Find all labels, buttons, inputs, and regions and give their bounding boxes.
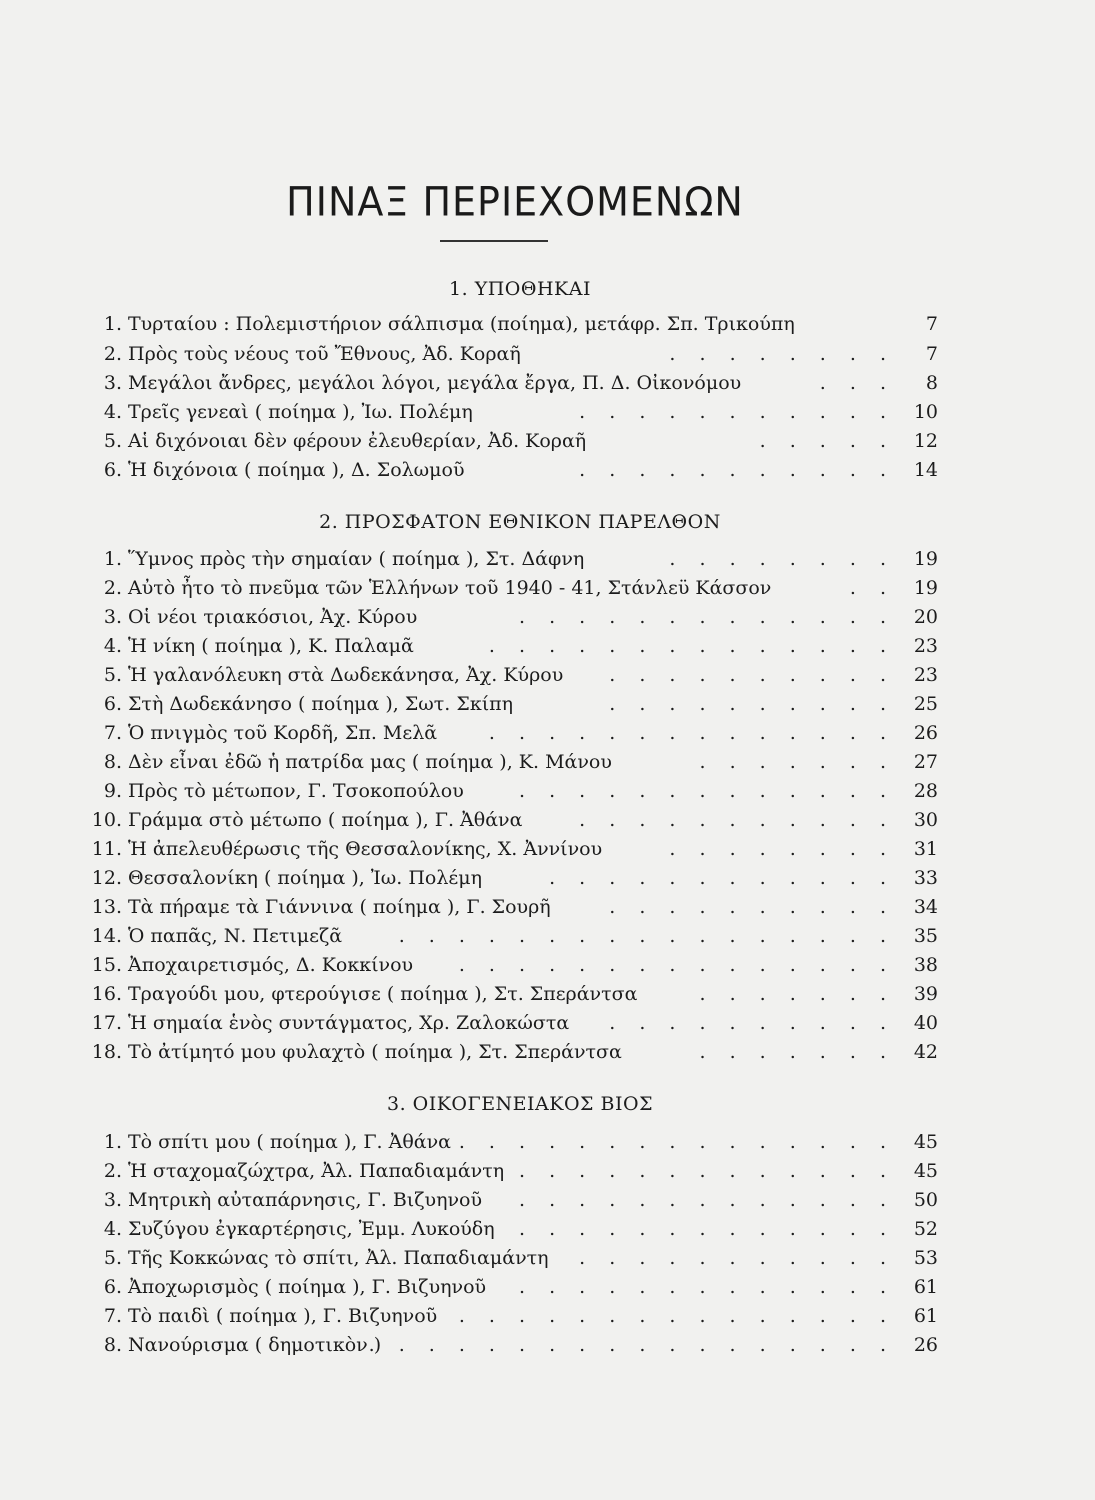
entry-title: Ὁ παπᾶς, Ν. Πετιμεζᾶ bbox=[128, 925, 343, 947]
entry-number: 4. bbox=[103, 1218, 122, 1240]
entry-title: Ὕμνος πρὸς τὴν σημαίαν ( ποίημα ), Στ. Δάφνη bbox=[128, 548, 585, 570]
entry-number: 16. bbox=[91, 983, 122, 1005]
toc-entry bbox=[0, 372, 1095, 400]
leader-dots: . . . . . . . . . . . bbox=[579, 401, 895, 423]
entry-number: 7. bbox=[103, 722, 122, 744]
entry-page: 26 bbox=[913, 1334, 938, 1356]
entry-page: 50 bbox=[913, 1189, 938, 1211]
entry-page: 61 bbox=[913, 1305, 938, 1327]
toc-entry bbox=[0, 313, 1095, 341]
entry-number: 6. bbox=[103, 459, 122, 481]
leader-dots: . . . . . . . . . . . bbox=[579, 1247, 895, 1269]
leader-dots: . . . . . . . bbox=[699, 751, 895, 773]
entry-number: 9. bbox=[103, 780, 122, 802]
section-heading-3: 3. ΟΙΚΟΓΕΝΕΙΑΚΟΣ ΒΙΟΣ bbox=[386, 1093, 654, 1115]
entry-page: 19 bbox=[913, 577, 938, 599]
entry-title: Τῆς Κοκκώνας τὸ σπίτι, Ἀλ. Παπαδιαμάντη bbox=[128, 1247, 549, 1269]
entry-number: 5. bbox=[103, 1247, 122, 1269]
toc-entry bbox=[0, 867, 1095, 895]
entry-number: 2. bbox=[103, 343, 122, 365]
entry-title: Τὸ ἀτίμητό μου φυλαχτὸ ( ποίημα ), Στ. Σπεράντσα bbox=[128, 1041, 622, 1063]
leader-dots: . . . bbox=[819, 372, 895, 394]
entry-number: 1. bbox=[103, 313, 122, 335]
entry-page: 27 bbox=[913, 751, 938, 773]
entry-page: 28 bbox=[913, 780, 938, 802]
entry-page: 7 bbox=[925, 313, 938, 335]
leader-dots: . . . . . . . . bbox=[669, 838, 895, 860]
entry-page: 52 bbox=[913, 1218, 938, 1240]
entry-number: 6. bbox=[103, 693, 122, 715]
leader-dots: . . . . . . . . . . bbox=[609, 1012, 895, 1034]
leader-dots: . . . . . . . . . . . . . . . . . bbox=[398, 925, 895, 947]
leader-dots: . . . . . . . . bbox=[669, 343, 895, 365]
entry-page: 61 bbox=[913, 1276, 938, 1298]
section-heading-1: 1. ΥΠΟΘΗΚΑΙ bbox=[449, 278, 591, 300]
toc-entry bbox=[0, 983, 1095, 1011]
entry-page: 10 bbox=[913, 401, 938, 423]
entry-number: 8. bbox=[103, 751, 122, 773]
leader-dots: . . . . . . . . . . . . . . . bbox=[458, 954, 895, 976]
toc-entry bbox=[0, 1160, 1095, 1188]
entry-number: 17. bbox=[91, 1012, 122, 1034]
entry-number: 11. bbox=[91, 838, 122, 860]
leader-dots: . . . . . . . . . . . . . bbox=[519, 780, 895, 802]
entry-number: 2. bbox=[103, 577, 122, 599]
entry-number: 7. bbox=[103, 1305, 122, 1327]
toc-entry bbox=[0, 1189, 1095, 1217]
entry-page: 25 bbox=[913, 693, 938, 715]
entry-page: 7 bbox=[925, 343, 938, 365]
toc-entry bbox=[0, 1247, 1095, 1275]
leader-dots: . . . . . . . bbox=[699, 983, 895, 1005]
entry-title: Πρὸς τὸ μέτωπον, Γ. Τσοκοπούλου bbox=[128, 780, 464, 802]
entry-page: 23 bbox=[913, 635, 938, 657]
entry-number: 2. bbox=[103, 1160, 122, 1182]
toc-entry bbox=[0, 1276, 1095, 1304]
entry-title: Ἡ σταχομαζώχτρα, Ἀλ. Παπαδιαμάντη bbox=[128, 1160, 505, 1182]
entry-title: Ἡ ἀπελευθέρωσις τῆς Θεσσαλονίκης, Χ. Ἀννίνου bbox=[128, 838, 603, 860]
entry-page: 19 bbox=[913, 548, 938, 570]
toc-entry bbox=[0, 635, 1095, 663]
entry-number: 1. bbox=[103, 1131, 122, 1153]
leader-dots: . . . . . . . . . . . . . bbox=[519, 606, 895, 628]
entry-page: 26 bbox=[913, 722, 938, 744]
toc-entry bbox=[0, 693, 1095, 721]
toc-entry bbox=[0, 780, 1095, 808]
entry-title: Τὸ σπίτι μου ( ποίημα ), Γ. Ἀθάνα bbox=[128, 1131, 451, 1153]
leader-dots: . . . . . . . . . . . . . bbox=[519, 1160, 895, 1182]
entry-title: Συζύγου ἐγκαρτέρησις, Ἐμμ. Λυκούδη bbox=[128, 1218, 495, 1240]
leader-dots: . . . . . . . . . . . . . . bbox=[488, 722, 895, 744]
entry-page: 33 bbox=[913, 867, 938, 889]
toc-entry bbox=[0, 1041, 1095, 1069]
leader-dots: . . . . . bbox=[759, 430, 895, 452]
entry-page: 45 bbox=[913, 1160, 938, 1182]
entry-title: Γράμμα στὸ μέτωπο ( ποίημα ), Γ. Ἀθάνα bbox=[128, 809, 523, 831]
toc-entry bbox=[0, 343, 1095, 371]
entry-number: 12. bbox=[91, 867, 122, 889]
entry-page: 45 bbox=[913, 1131, 938, 1153]
entry-title: Ἀποχαιρετισμός, Δ. Κοκκίνου bbox=[128, 954, 414, 976]
entry-page: 42 bbox=[913, 1041, 938, 1063]
leader-dots: . . . . . . . . . . . . . . . . . . bbox=[368, 1334, 895, 1356]
entry-number: 18. bbox=[91, 1041, 122, 1063]
entry-title: Δὲν εἶναι ἐδῶ ἡ πατρίδα μας ( ποίημα ), Κ. Μάνου bbox=[128, 751, 612, 773]
leader-dots: . . . . . . . . . . . . . bbox=[519, 1218, 895, 1240]
leader-dots: . . . . . . . . . . . . . . . bbox=[458, 1305, 895, 1327]
leader-dots: . . . . . . . . . . . bbox=[579, 809, 895, 831]
toc-entry bbox=[0, 925, 1095, 953]
entry-number: 3. bbox=[103, 606, 122, 628]
section-heading-2: 2. ΠΡΟΣΦΑΤΟΝ ΕΘΝΙΚΟΝ ΠΑΡΕΛΘΟΝ bbox=[319, 511, 721, 533]
leader-dots: . . . . . . . . . . bbox=[609, 896, 895, 918]
leader-dots: . . . . . . . . . . . . . bbox=[519, 1189, 895, 1211]
toc-entry bbox=[0, 459, 1095, 487]
entry-title: Τὰ πήραμε τὰ Γιάννινα ( ποίημα ), Γ. Σουρῆ bbox=[128, 896, 551, 918]
entry-page: 31 bbox=[913, 838, 938, 860]
entry-number: 5. bbox=[103, 664, 122, 686]
toc-entry bbox=[0, 430, 1095, 458]
toc-entry bbox=[0, 751, 1095, 779]
entry-number: 3. bbox=[103, 372, 122, 394]
entry-title: Ἡ διχόνοια ( ποίημα ), Δ. Σολωμοῦ bbox=[128, 459, 465, 481]
toc-entry bbox=[0, 548, 1095, 576]
toc-entry bbox=[0, 577, 1095, 605]
entry-page: 34 bbox=[913, 896, 938, 918]
entry-page: 53 bbox=[913, 1247, 938, 1269]
leader-dots: . . . . . . . . . . . . bbox=[549, 867, 895, 889]
toc-entry bbox=[0, 1305, 1095, 1333]
leader-dots: . . . . . . . . . . . . . . . bbox=[458, 1131, 895, 1153]
leader-dots: . . . . . . . . . . . . . . bbox=[488, 635, 895, 657]
toc-entry bbox=[0, 809, 1095, 837]
entry-page: 40 bbox=[913, 1012, 938, 1034]
entry-page: 35 bbox=[913, 925, 938, 947]
toc-entry bbox=[0, 606, 1095, 634]
leader-dots: . . . . . . . . . . . bbox=[579, 459, 895, 481]
entry-title: Τραγούδι μου, φτερούγισε ( ποίημα ), Στ. Σπεράντσα bbox=[128, 983, 638, 1005]
entry-number: 1. bbox=[103, 548, 122, 570]
entry-number: 15. bbox=[91, 954, 122, 976]
entry-page: 38 bbox=[913, 954, 938, 976]
entry-title: Αἱ διχόνοιαι δὲν φέρουν ἐλευθερίαν, Ἀδ. Κοραῆ bbox=[128, 430, 587, 452]
entry-page: 20 bbox=[913, 606, 938, 628]
entry-title: Νανούρισμα ( δημοτικὸν ) bbox=[128, 1334, 382, 1356]
entry-title: Αὐτὸ ἦτο τὸ πνεῦμα τῶν Ἑλλήνων τοῦ 1940 - 41, Στάνλεϋ Κάσσον bbox=[128, 577, 772, 599]
entry-title: Ὁ πνιγμὸς τοῦ Κορδῆ, Σπ. Μελᾶ bbox=[128, 722, 438, 744]
entry-title: Ἡ γαλανόλευκη στὰ Δωδεκάνησα, Ἀχ. Κύρου bbox=[128, 664, 564, 686]
leader-dots: . . . . . . . bbox=[699, 1041, 895, 1063]
entry-page: 39 bbox=[913, 983, 938, 1005]
entry-title: Ἡ σημαία ἑνὸς συντάγματος, Χρ. Ζαλοκώστα bbox=[128, 1012, 570, 1034]
entry-number: 14. bbox=[91, 925, 122, 947]
entry-title: Μητρικὴ αὐταπάρνησις, Γ. Βιζυηνοῦ bbox=[128, 1189, 482, 1211]
toc-entry bbox=[0, 838, 1095, 866]
entry-page: 23 bbox=[913, 664, 938, 686]
leader-dots: . . . . . . . . . . . . . bbox=[519, 1276, 895, 1298]
entry-title: Τὸ παιδὶ ( ποίημα ), Γ. Βιζυηνοῦ bbox=[128, 1305, 438, 1327]
entry-page: 12 bbox=[913, 430, 938, 452]
leader-dots: . . . . . . . . bbox=[669, 548, 895, 570]
page-title: ΠΙΝΑΞ ΠΕΡΙΕΧΟΜΕΝΩΝ bbox=[286, 178, 744, 226]
entry-title: Οἱ νέοι τριακόσιοι, Ἀχ. Κύρου bbox=[128, 606, 418, 628]
entry-title: Θεσσαλονίκη ( ποίημα ), Ἰω. Πολέμη bbox=[128, 867, 482, 889]
toc-entry bbox=[0, 1218, 1095, 1246]
toc-entry bbox=[0, 1012, 1095, 1040]
entry-title: Πρὸς τοὺς νέους τοῦ Ἔθνους, Ἀδ. Κοραῆ bbox=[128, 343, 521, 365]
toc-entry bbox=[0, 896, 1095, 924]
entry-title: Ἡ νίκη ( ποίημα ), Κ. Παλαμᾶ bbox=[128, 635, 414, 657]
entry-title: Τυρταίου : Πολεμιστήριον σάλπισμα (ποίημα), μετάφρ. Σπ. Τρικούπη bbox=[128, 313, 795, 335]
entry-number: 10. bbox=[91, 809, 122, 831]
toc-entry bbox=[0, 1131, 1095, 1159]
toc-entry bbox=[0, 664, 1095, 692]
entry-title: Ἀποχωρισμὸς ( ποίημα ), Γ. Βιζυηνοῦ bbox=[128, 1276, 487, 1298]
entry-title: Στὴ Δωδεκάνησο ( ποίημα ), Σωτ. Σκίπη bbox=[128, 693, 514, 715]
entry-number: 13. bbox=[91, 896, 122, 918]
entry-page: 30 bbox=[913, 809, 938, 831]
entry-number: 3. bbox=[103, 1189, 122, 1211]
toc-entry bbox=[0, 954, 1095, 982]
entry-page: 14 bbox=[913, 459, 938, 481]
entry-number: 4. bbox=[103, 401, 122, 423]
toc-entry bbox=[0, 1334, 1095, 1362]
entry-number: 4. bbox=[103, 635, 122, 657]
entry-number: 8. bbox=[103, 1334, 122, 1356]
entry-page: 8 bbox=[925, 372, 938, 394]
leader-dots: . . . . . . . . . . bbox=[609, 693, 895, 715]
leader-dots: . . bbox=[849, 577, 895, 599]
leader-dots: . . . . . . . . . . bbox=[609, 664, 895, 686]
title-underline bbox=[440, 240, 548, 242]
entry-title: Τρεῖς γενεαὶ ( ποίημα ), Ἰω. Πολέμη bbox=[128, 401, 473, 423]
toc-entry bbox=[0, 722, 1095, 750]
toc-entry bbox=[0, 401, 1095, 429]
entry-number: 5. bbox=[103, 430, 122, 452]
entry-title: Μεγάλοι ἄνδρες, μεγάλοι λόγοι, μεγάλα ἔργα, Π. Δ. Οἰκονόμου bbox=[128, 372, 742, 394]
entry-number: 6. bbox=[103, 1276, 122, 1298]
